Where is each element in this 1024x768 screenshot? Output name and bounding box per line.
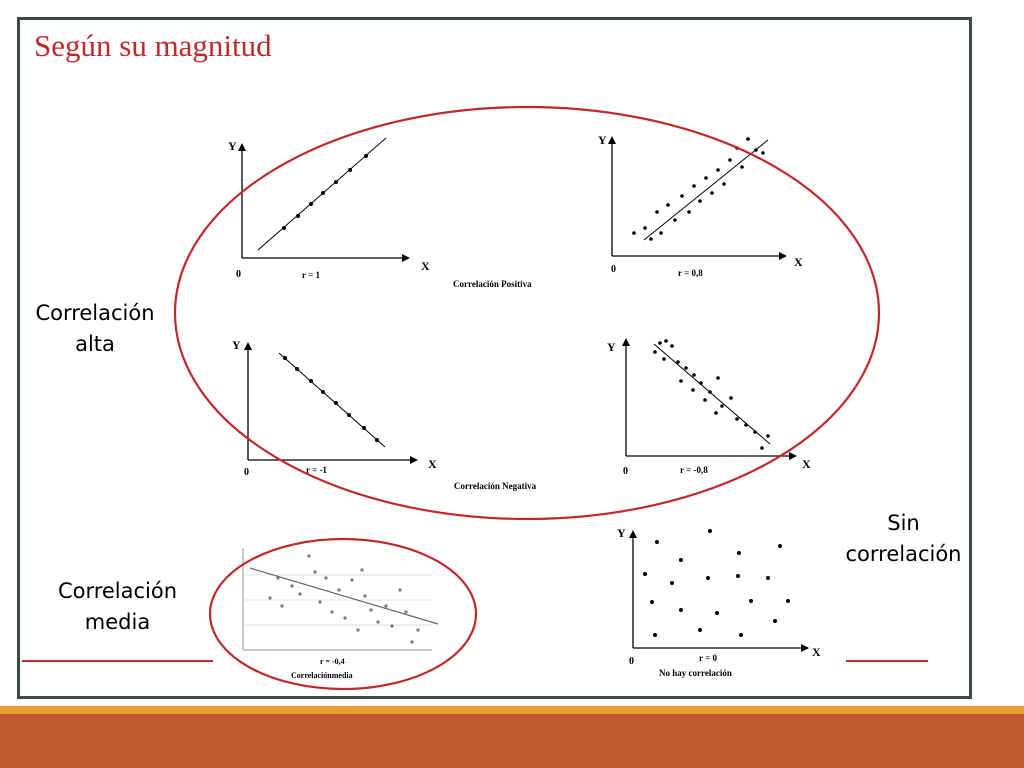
origin-label: 0 (623, 466, 628, 477)
y-axis-label: Y (617, 526, 626, 540)
x-axis-label: X (812, 645, 821, 659)
caption-negative: Correlación Negativa (454, 481, 537, 491)
y-axis-label: Y (598, 133, 607, 147)
plot-positive-strong (598, 133, 803, 278)
data-points (632, 137, 765, 241)
x-axis-label: X (428, 457, 437, 471)
plot-negative-perfect (232, 338, 437, 478)
label-line: alta (75, 332, 115, 356)
caption: Correlaciónmedia (291, 671, 353, 680)
footer-accent-band (0, 706, 1024, 714)
caption-positive: Correlación Positiva (453, 279, 532, 289)
r-label: r = -0,8 (680, 465, 708, 475)
label-no-correlation (836, 508, 971, 570)
label-line: correlación (845, 542, 962, 566)
y-axis-label: Y (228, 139, 237, 153)
plot-none (617, 526, 821, 678)
origin-label: 0 (611, 264, 616, 275)
x-axis-label: X (802, 457, 811, 471)
label-line: Correlación (57, 579, 178, 603)
medium-correlation-ellipse (210, 539, 476, 689)
x-axis-label: X (794, 255, 803, 269)
footer-band (0, 714, 1024, 768)
plot-medium (243, 548, 438, 680)
r-label: r = 0,8 (678, 268, 703, 278)
label-line: Sin (887, 511, 920, 535)
regression-line (644, 140, 768, 240)
r-label: r = 1 (302, 270, 320, 280)
y-axis-label: Y (232, 338, 241, 352)
slide-title: Según su magnitud (34, 28, 272, 63)
regression-line (250, 568, 438, 624)
caption: No hay correlación (659, 668, 732, 678)
r-label: r = 0 (699, 653, 717, 663)
origin-label: 0 (236, 269, 241, 280)
plot-positive-perfect (228, 138, 430, 280)
label-medium-correlation (45, 576, 190, 638)
x-axis-label: X (421, 259, 430, 273)
label-line: media (84, 610, 151, 634)
data-points (653, 339, 770, 450)
label-line: Correlación (35, 301, 155, 325)
regression-line (279, 353, 385, 447)
regression-line (654, 344, 770, 444)
label-high-correlation (25, 298, 165, 360)
origin-label: 0 (244, 467, 249, 478)
data-points (268, 554, 419, 643)
data-points (643, 529, 790, 637)
origin-label: 0 (629, 656, 634, 667)
r-label: r = -1 (306, 465, 327, 475)
high-correlation-ellipse (175, 107, 879, 519)
y-axis-label: Y (607, 340, 616, 354)
r-label: r = -0,4 (320, 657, 345, 666)
gridlines (243, 575, 432, 625)
